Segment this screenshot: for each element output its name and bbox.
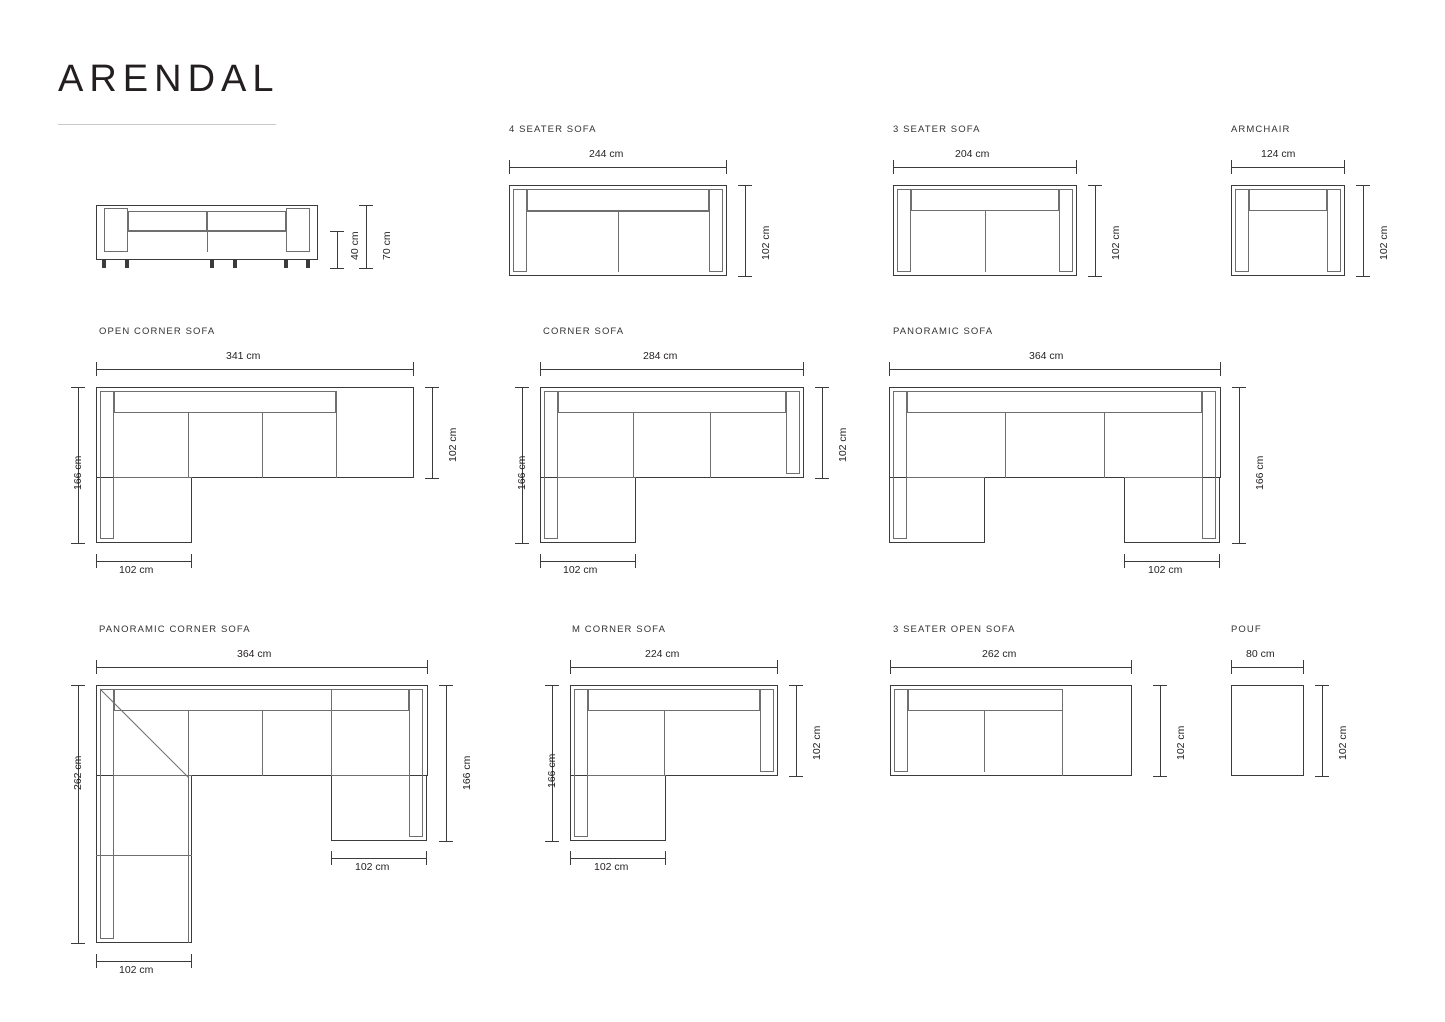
plan-chaise-line	[558, 477, 636, 478]
right-depth-dim-line	[822, 387, 823, 478]
seat-height-label: 40 cm	[349, 231, 361, 260]
depth-tick-bottom	[1356, 276, 1370, 277]
depth-tick-bottom	[71, 543, 85, 544]
total-height-dim-line	[366, 205, 367, 268]
bottom-label: 102 cm	[594, 861, 629, 873]
front-view-leg	[233, 260, 237, 268]
seat-height-tick-top	[330, 231, 344, 232]
width-label: 284 cm	[643, 350, 678, 362]
right-depth-tick-bottom	[439, 841, 453, 842]
plan-seat-divider	[262, 413, 263, 478]
depth-tick-top	[71, 685, 85, 686]
front-view-leg	[102, 260, 106, 268]
width-dim-line	[96, 667, 428, 668]
plan-seat-divider	[1104, 413, 1105, 478]
front-view-seat-line	[128, 231, 286, 232]
item-title-corner-sofa: CORNER SOFA	[543, 326, 625, 337]
right-depth-tick-top	[815, 387, 829, 388]
width-tick-left	[890, 660, 891, 674]
plan-open-divider	[1062, 689, 1063, 776]
depth-dim-line	[1160, 685, 1161, 776]
bottom-right-dim-line	[331, 858, 427, 859]
right-depth-label: 102 cm	[447, 427, 459, 462]
width-label: 80 cm	[1246, 648, 1275, 660]
plan-backrest	[911, 189, 1059, 211]
bottom-tick-left	[96, 954, 97, 968]
width-tick-left	[1231, 660, 1232, 674]
right-depth-tick-bottom	[425, 478, 439, 479]
width-label: 364 cm	[237, 648, 272, 660]
width-tick-left	[509, 160, 510, 174]
bottom-tick-left	[570, 851, 571, 865]
depth-tick-top	[545, 685, 559, 686]
item-title-three-seater-open-sofa: 3 SEATER OPEN SOFA	[893, 624, 1016, 635]
total-height-tick-bottom	[359, 268, 373, 269]
depth-tick-top	[71, 387, 85, 388]
bottom-tick-right	[635, 554, 636, 568]
depth-tick-bottom	[1232, 543, 1246, 544]
plan-left-arm	[574, 689, 588, 837]
plan-chaise-line-left	[907, 477, 985, 478]
depth-label: 166 cm	[1254, 455, 1266, 490]
plan-left-arm	[1235, 189, 1249, 272]
front-view-backrest-right	[207, 211, 286, 231]
plan-left-arm	[893, 391, 907, 539]
right-depth-tick-top	[789, 685, 803, 686]
bottom-tick-left	[96, 554, 97, 568]
item-title-panoramic-corner-sofa: PANORAMIC CORNER SOFA	[99, 624, 251, 635]
seat-height-tick-bottom	[330, 268, 344, 269]
right-depth-tick-top	[425, 387, 439, 388]
front-view-left-arm	[104, 208, 128, 252]
bottom-dim-line	[540, 561, 636, 562]
plan-backrest	[527, 189, 709, 211]
bottom-label: 102 cm	[119, 964, 154, 976]
plan-backrest	[1249, 189, 1327, 211]
plan-seat-divider	[188, 413, 189, 478]
width-tick-right	[1076, 160, 1077, 174]
bottom-tick-right	[191, 554, 192, 568]
right-depth-label: 166 cm	[461, 755, 473, 790]
depth-dim-line	[78, 685, 79, 943]
front-view-backrest-left	[128, 211, 207, 231]
plan-chaise-line	[114, 477, 192, 478]
depth-tick-bottom	[1088, 276, 1102, 277]
plan-left-arm	[544, 391, 558, 539]
bottom-tick-left	[540, 554, 541, 568]
depth-tick-top	[1356, 185, 1370, 186]
plan-seat-divider	[618, 211, 619, 272]
total-height-label: 70 cm	[381, 231, 393, 260]
width-label: 341 cm	[226, 350, 261, 362]
item-title-armchair: ARMCHAIR	[1231, 124, 1291, 135]
width-tick-left	[96, 362, 97, 376]
title-divider	[58, 124, 276, 125]
plan-seat-divider	[1005, 413, 1006, 478]
depth-dim-line	[745, 185, 746, 276]
depth-dim-line	[1363, 185, 1364, 276]
plan-left-arm	[100, 391, 114, 539]
plan-right-arm	[1327, 189, 1341, 272]
corner-diagonal	[96, 685, 196, 785]
plan-backrest	[908, 689, 1063, 711]
width-dim-line	[509, 167, 727, 168]
total-height-tick-top	[359, 205, 373, 206]
front-view-leg	[306, 260, 310, 268]
depth-label: 166 cm	[516, 455, 528, 490]
plan-right-arm	[1202, 391, 1216, 539]
bottom-dim-line	[96, 561, 192, 562]
depth-tick-top	[515, 387, 529, 388]
bottom-dim-line	[1124, 561, 1220, 562]
depth-dim-line	[1239, 387, 1240, 543]
width-tick-right	[1303, 660, 1304, 674]
seat-height-dim-line	[337, 231, 338, 268]
page-title: ARENDAL	[58, 58, 280, 100]
right-depth-tick-bottom	[815, 478, 829, 479]
item-title-pouf: POUF	[1231, 624, 1262, 635]
width-tick-left	[570, 660, 571, 674]
bottom-dim-line	[570, 858, 666, 859]
width-tick-right	[413, 362, 414, 376]
width-label: 224 cm	[645, 648, 680, 660]
width-tick-right	[1220, 362, 1221, 376]
right-depth-label: 102 cm	[811, 725, 823, 760]
width-label: 204 cm	[955, 148, 990, 160]
front-view-seat-divider	[207, 231, 208, 252]
plan-right-arm	[409, 689, 423, 837]
width-tick-right	[1344, 160, 1345, 174]
depth-label: 102 cm	[1175, 725, 1187, 760]
width-dim-line	[96, 369, 414, 370]
width-dim-line	[889, 369, 1221, 370]
depth-dim-line	[1322, 685, 1323, 776]
width-label: 364 cm	[1029, 350, 1064, 362]
width-tick-right	[803, 362, 804, 376]
depth-label: 102 cm	[760, 225, 772, 260]
item-title-m-corner-sofa: M CORNER SOFA	[572, 624, 667, 635]
plan-body	[1231, 685, 1304, 776]
plan-left-arm	[513, 189, 527, 272]
width-tick-right	[777, 660, 778, 674]
depth-tick-bottom	[545, 841, 559, 842]
width-tick-left	[1231, 160, 1232, 174]
width-label: 244 cm	[589, 148, 624, 160]
item-title-open-corner-sofa: OPEN CORNER SOFA	[99, 326, 216, 337]
depth-tick-top	[1088, 185, 1102, 186]
plan-right-arm	[760, 689, 774, 772]
item-title-three-seater-sofa: 3 SEATER SOFA	[893, 124, 981, 135]
plan-backrest	[114, 391, 336, 413]
width-label: 124 cm	[1261, 148, 1296, 160]
bottom-tick-right	[1219, 554, 1220, 568]
bottom-right-tick-left	[331, 851, 332, 865]
depth-tick-top	[738, 185, 752, 186]
plan-seat-divider	[985, 211, 986, 272]
width-label: 262 cm	[982, 648, 1017, 660]
front-view-leg	[210, 260, 214, 268]
right-depth-label: 102 cm	[837, 427, 849, 462]
plan-seat-divider	[262, 711, 263, 776]
item-title-four-seater-sofa: 4 SEATER SOFA	[509, 124, 597, 135]
plan-backrest	[558, 391, 786, 413]
plan-right-arm	[1059, 189, 1073, 272]
bottom-dim-line	[96, 961, 192, 962]
depth-label: 102 cm	[1337, 725, 1349, 760]
depth-label: 102 cm	[1110, 225, 1122, 260]
plan-seat-divider	[336, 391, 337, 478]
plan-seat-divider	[331, 689, 332, 776]
depth-tick-bottom	[71, 943, 85, 944]
width-tick-right	[427, 660, 428, 674]
item-title-panoramic-sofa: PANORAMIC SOFA	[893, 326, 994, 337]
plan-seat-divider	[664, 711, 665, 776]
width-dim-line	[893, 167, 1077, 168]
depth-label: 166 cm	[72, 455, 84, 490]
width-dim-line	[540, 369, 804, 370]
front-view-leg	[284, 260, 288, 268]
width-tick-left	[96, 660, 97, 674]
depth-tick-bottom	[1153, 776, 1167, 777]
bottom-right-label: 102 cm	[355, 861, 390, 873]
right-depth-dim-line	[446, 685, 447, 841]
depth-label: 102 cm	[1378, 225, 1390, 260]
bottom-label: 102 cm	[563, 564, 598, 576]
width-dim-line	[570, 667, 778, 668]
depth-tick-top	[1315, 685, 1329, 686]
plan-left-arm	[894, 689, 908, 772]
depth-tick-bottom	[1315, 776, 1329, 777]
right-depth-dim-line	[796, 685, 797, 776]
depth-tick-top	[1232, 387, 1246, 388]
width-tick-right	[726, 160, 727, 174]
front-view-leg	[125, 260, 129, 268]
depth-tick-top	[1153, 685, 1167, 686]
bottom-label: 102 cm	[119, 564, 154, 576]
depth-label: 262 cm	[72, 755, 84, 790]
plan-chaise-line-right	[331, 775, 409, 776]
plan-backrest	[907, 391, 1202, 413]
width-tick-left	[893, 160, 894, 174]
depth-label: 166 cm	[546, 753, 558, 788]
width-tick-right	[1131, 660, 1132, 674]
plan-seat-divider	[633, 413, 634, 478]
width-dim-line	[1231, 667, 1304, 668]
right-depth-dim-line	[432, 387, 433, 478]
bottom-tick-left	[1124, 554, 1125, 568]
front-view-right-arm	[286, 208, 310, 252]
right-depth-tick-top	[439, 685, 453, 686]
width-dim-line	[890, 667, 1132, 668]
width-tick-left	[540, 362, 541, 376]
plan-seat-divider	[984, 711, 985, 772]
plan-right-arm	[786, 391, 800, 474]
bottom-tick-right	[665, 851, 666, 865]
plan-seat-divider	[710, 413, 711, 478]
plan-right-arm	[709, 189, 723, 272]
bottom-label: 102 cm	[1148, 564, 1183, 576]
plan-chaise-line	[588, 775, 666, 776]
width-dim-line	[1231, 167, 1345, 168]
right-depth-tick-bottom	[789, 776, 803, 777]
width-tick-left	[889, 362, 890, 376]
depth-tick-bottom	[738, 276, 752, 277]
bottom-right-tick-right	[426, 851, 427, 865]
depth-tick-bottom	[515, 543, 529, 544]
plan-left-arm	[897, 189, 911, 272]
plan-chaise-split	[96, 855, 192, 856]
bottom-tick-right	[191, 954, 192, 968]
plan-backrest	[588, 689, 760, 711]
depth-dim-line	[1095, 185, 1096, 276]
plan-chaise-line-right	[1124, 477, 1202, 478]
